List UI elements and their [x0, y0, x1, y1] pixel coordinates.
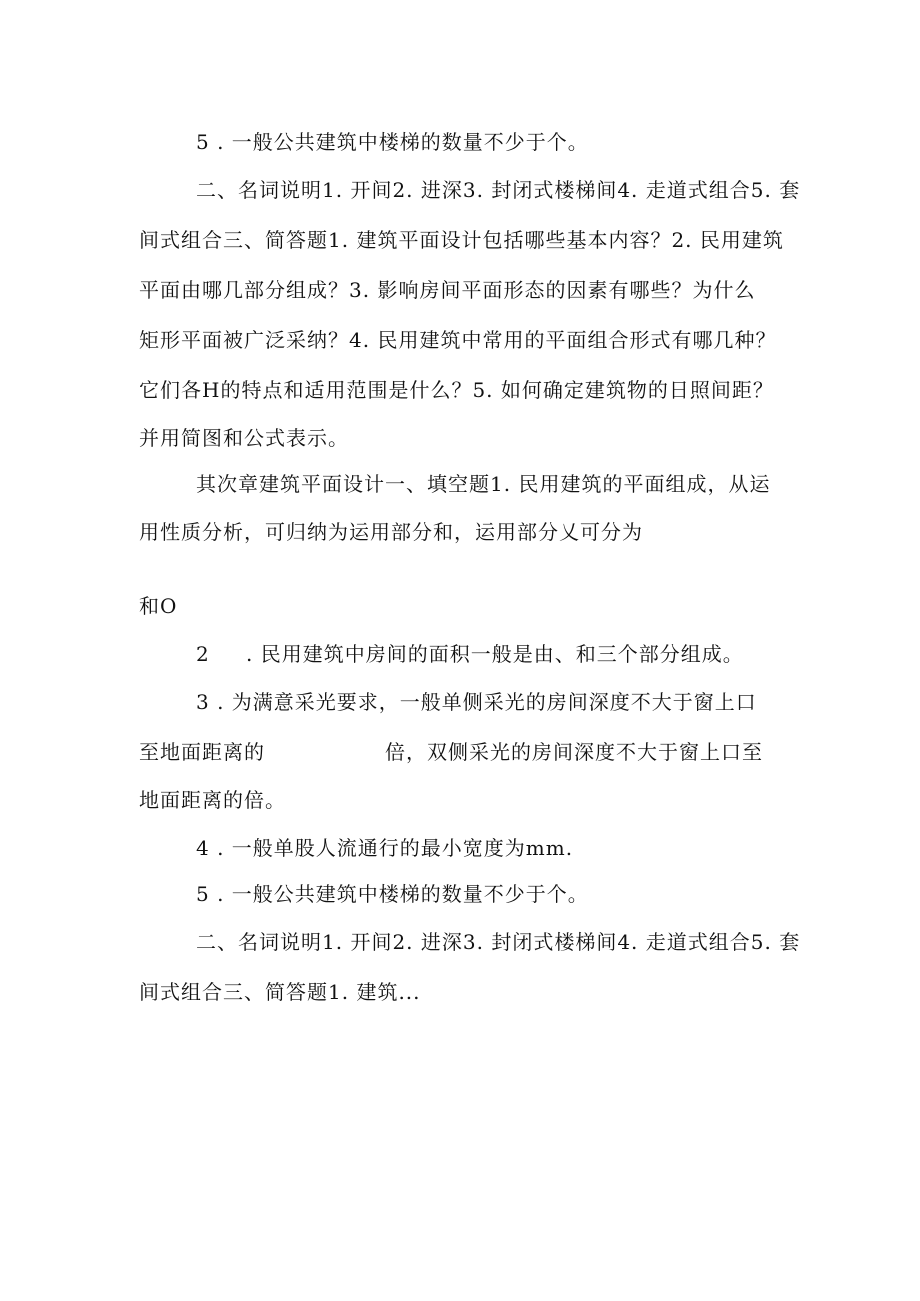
paragraph-chapter-line-1: 其次章建筑平面设计一、填空题1. 民用建筑的平面组成，从运	[196, 472, 771, 496]
paragraph-stair-count: 5 . 一般公共建筑中楼梯的数量不少于个。	[196, 130, 589, 154]
paragraph-terms-line-4: 矩形平面被广泛采纳？4. 民用建筑中常用的平面组合形式有哪几种？	[139, 328, 777, 352]
paragraph-terms-repeat-line-1: 二、名词说明1. 开间2. 进深3. 封闭式楼梯间4. 走道式组合5. 套	[196, 930, 801, 954]
paragraph-room-area-number: 2	[196, 642, 210, 666]
paragraph-lighting-line-3: 地面距离的倍。	[139, 788, 286, 812]
paragraph-room-area-text: . 民用建筑中房间的面积一般是由、和三个部分组成。	[246, 642, 744, 666]
paragraph-and-o: 和O	[139, 594, 178, 618]
paragraph-terms-line-6: 并用简图和公式表示。	[139, 426, 349, 450]
paragraph-terms-line-3: 平面由哪几部分组成？3. 影响房间平面形态的因素有哪些？为什么	[139, 278, 756, 302]
paragraph-stair-count-repeat: 5 . 一般公共建筑中楼梯的数量不少于个。	[196, 882, 589, 906]
paragraph-terms-line-1: 二、名词说明1. 开间2. 进深3. 封闭式楼梯间4. 走道式组合5. 套	[196, 178, 801, 202]
paragraph-terms-line-5: 它们各H的特点和适用范围是什么？5. 如何确定建筑物的日照间距？	[139, 378, 774, 402]
paragraph-chapter-line-2: 用性质分析，可归纳为运用部分和，运用部分乂可分为	[139, 520, 643, 544]
paragraph-min-width: 4 . 一般单股人流通行的最小宽度为mm.	[196, 836, 574, 860]
paragraph-terms-line-2: 间式组合三、简答题1. 建筑平面设计包括哪些基本内容？2. 民用建筑	[139, 228, 784, 252]
paragraph-lighting-line-2a: 至地面距离的	[139, 740, 265, 764]
paragraph-lighting-line-1: 3 . 为满意采光要求，一般单侧采光的房间深度不大于窗上口	[196, 690, 757, 714]
paragraph-terms-repeat-line-2: 间式组合三、简答题1. 建筑...	[139, 980, 421, 1004]
paragraph-lighting-line-2b: 倍，双侧采光的房间深度不大于窗上口至	[385, 740, 763, 764]
